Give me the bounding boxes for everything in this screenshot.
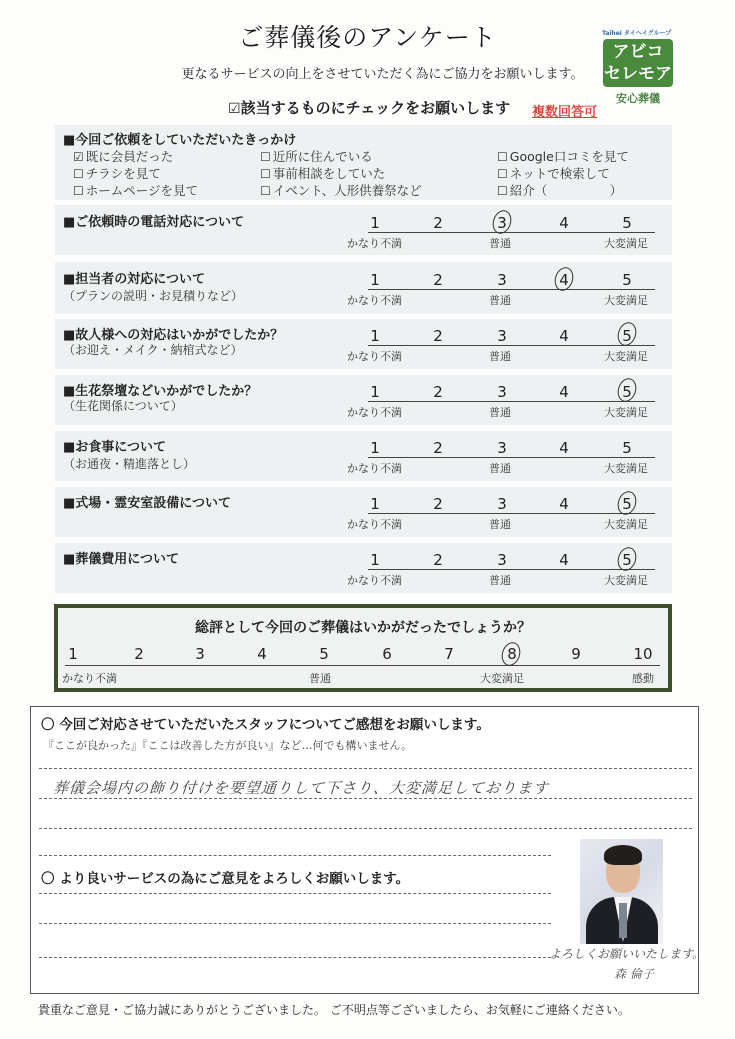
question-flower-altar xyxy=(55,375,672,425)
company-logo xyxy=(598,28,678,106)
group-name: Taihei タイヘイグループ xyxy=(602,30,672,37)
rating-scale[interactable] xyxy=(347,548,667,588)
rating-scale[interactable] xyxy=(347,211,667,251)
checkbox-icon: ☑ xyxy=(228,101,241,117)
rating-scale[interactable] xyxy=(347,492,667,532)
rating-3[interactable]: 3 xyxy=(497,551,507,569)
overall-rating-3[interactable]: 3 xyxy=(195,645,205,663)
question-staff-response xyxy=(55,262,672,314)
rating-5[interactable]: 5 xyxy=(622,383,632,401)
rating-5[interactable]: 5 xyxy=(622,551,632,569)
option-homepage[interactable]: ☐ ホームページを見て xyxy=(73,183,199,198)
checkbox-checked-icon[interactable]: ☑ xyxy=(73,150,84,164)
question-title: ■お食事について xyxy=(63,440,167,455)
scale-line xyxy=(368,569,655,570)
rating-2[interactable]: 2 xyxy=(433,439,443,457)
answer-line xyxy=(39,798,692,799)
rating-5[interactable]: 5 xyxy=(622,214,632,232)
rating-scale[interactable] xyxy=(347,380,667,420)
staff-name: 森 倫子 xyxy=(614,967,654,981)
scale-line xyxy=(368,457,655,458)
rating-5[interactable]: 5 xyxy=(622,495,632,513)
label-high: 大変満足 xyxy=(604,350,648,363)
option-existing-member[interactable]: ☑ 既に会員だった xyxy=(73,149,174,164)
overall-rating-2[interactable]: 2 xyxy=(134,645,144,663)
rating-3[interactable]: 3 xyxy=(497,383,507,401)
overall-title: 総評として今回のご葬儀はいかがだったでしょうか？ xyxy=(195,620,531,636)
option-nearby[interactable]: ☐ 近所に住んでいる xyxy=(260,149,373,164)
option-referral[interactable]: ☐ 紹介（ ） xyxy=(497,183,623,198)
label-top: 感動 xyxy=(632,672,654,685)
label-mid: 普通 xyxy=(489,406,511,419)
rating-2[interactable]: 2 xyxy=(433,327,443,345)
rating-5[interactable]: 5 xyxy=(622,271,632,289)
question-title: ■生花祭壇などいかがでしたか？ xyxy=(63,384,258,399)
comments-box xyxy=(30,706,705,994)
rating-4[interactable]: 4 xyxy=(559,327,569,345)
logo-line-1: アビコ xyxy=(612,42,664,62)
scale-line xyxy=(368,289,655,290)
rating-1[interactable]: 1 xyxy=(370,383,380,401)
rating-5[interactable]: 5 xyxy=(622,439,632,457)
rating-2[interactable]: 2 xyxy=(433,214,443,232)
rating-1[interactable]: 1 xyxy=(370,439,380,457)
overall-rating-4[interactable]: 4 xyxy=(257,645,267,663)
rating-4[interactable]: 4 xyxy=(559,214,569,232)
rating-2[interactable]: 2 xyxy=(433,495,443,513)
scale-line xyxy=(368,513,655,514)
rating-1[interactable]: 1 xyxy=(370,495,380,513)
label-low: かなり不満 xyxy=(347,406,402,419)
checkbox-icon[interactable]: ☐ xyxy=(260,184,271,198)
option-prior-consultation[interactable]: ☐ 事前相談をしていた xyxy=(260,166,386,181)
label-low: かなり不満 xyxy=(347,350,402,363)
service-feedback-heading: 〇 より良いサービスの為にご意見をよろしくお願いします。 xyxy=(41,871,410,887)
label-low: かなり不満 xyxy=(347,294,402,307)
rating-4[interactable]: 4 xyxy=(559,551,569,569)
rating-scale[interactable] xyxy=(347,268,667,308)
rating-2[interactable]: 2 xyxy=(433,383,443,401)
multiple-answers-note: 複数回答可 xyxy=(532,105,598,120)
logo-tagline: 安心葬儀 xyxy=(616,92,660,105)
overall-rating-8[interactable]: 8 xyxy=(507,645,517,663)
rating-1[interactable]: 1 xyxy=(370,551,380,569)
rating-2[interactable]: 2 xyxy=(433,271,443,289)
checkbox-icon[interactable]: ☐ xyxy=(497,167,508,181)
rating-3[interactable]: 3 xyxy=(497,271,507,289)
label-low: かなり不満 xyxy=(347,462,402,475)
answer-line xyxy=(39,893,551,894)
option-web-search[interactable]: ☐ ネットで検索して xyxy=(497,166,610,181)
checkbox-icon[interactable]: ☐ xyxy=(260,167,271,181)
label-mid: 普通 xyxy=(489,518,511,531)
scale-line xyxy=(368,232,655,233)
label-high: 大変満足 xyxy=(604,518,648,531)
label-mid: 普通 xyxy=(489,350,511,363)
question-subtitle: （お通夜・精進落とし） xyxy=(63,457,196,471)
overall-rating-6[interactable]: 6 xyxy=(382,645,392,663)
label-high: 大変満足 xyxy=(604,294,648,307)
overall-rating-10[interactable]: 10 xyxy=(633,645,653,663)
question-title: ■故人様への対応はいかがでしたか？ xyxy=(63,328,284,343)
question-phone-response xyxy=(55,205,672,255)
label-low: かなり不満 xyxy=(347,574,402,587)
label-high: 大変満足 xyxy=(604,406,648,419)
check-instruction xyxy=(228,97,510,118)
scale-line xyxy=(368,401,655,402)
rating-1[interactable]: 1 xyxy=(370,214,380,232)
question-title: ■担当者の対応について xyxy=(63,272,206,287)
question-subtitle: （プランの説明・お見積りなど） xyxy=(63,289,244,303)
rating-4[interactable]: 4 xyxy=(559,439,569,457)
label-low: かなり不満 xyxy=(347,237,402,250)
label-mid: 普通 xyxy=(309,672,331,685)
rating-4[interactable]: 4 xyxy=(559,383,569,401)
trigger-title: ■今回ご依頼をしていただいたきっかけ xyxy=(63,133,297,148)
question-subtitle: （生花関係について） xyxy=(63,399,183,413)
rating-5[interactable]: 5 xyxy=(622,327,632,345)
label-high: 大変満足 xyxy=(604,462,648,475)
rating-1[interactable]: 1 xyxy=(370,271,380,289)
overall-rating-1[interactable]: 1 xyxy=(68,645,78,663)
question-title: ■式場・霊安室設備について xyxy=(63,496,232,511)
question-deceased-care xyxy=(55,319,672,369)
check-instruction-text: 該当するものにチェックをお願いします xyxy=(240,99,511,117)
staff-feedback-note: 『ここが良かった』『ここは改善した方が良い』など…何でも構いません。 xyxy=(43,739,413,752)
label-high: 大変満足 xyxy=(604,237,648,250)
staff-feedback-heading: 〇 今回ご対応させていただいたスタッフについてご感想をお願いします。 xyxy=(41,717,490,733)
rating-4[interactable]: 4 xyxy=(559,495,569,513)
label-mid: 普通 xyxy=(489,574,511,587)
answer-line xyxy=(39,923,551,924)
logo-mark xyxy=(603,39,673,87)
question-meals xyxy=(55,431,672,481)
checkbox-icon[interactable]: ☐ xyxy=(73,184,84,198)
answer-line xyxy=(39,828,692,829)
rating-3[interactable]: 3 xyxy=(497,214,507,232)
overall-rating-box xyxy=(54,604,672,692)
label-high: 大変満足 xyxy=(480,672,524,685)
footer-thanks: 貴重なご意見・ご協力誠にありがとうございました。 ご不明点等ございましたら、お気軽にご連絡ください。 xyxy=(38,1003,630,1017)
page-subtitle: 更なるサービスの向上をさせていただく為にご協力をお願いします。 xyxy=(181,67,584,82)
rating-2[interactable]: 2 xyxy=(433,551,443,569)
label-mid: 普通 xyxy=(489,462,511,475)
answer-line xyxy=(39,768,692,769)
question-subtitle: （お迎え・メイク・納棺式など） xyxy=(63,343,243,357)
option-flyer[interactable]: ☐ チラシを見て xyxy=(73,166,161,181)
rating-4[interactable]: 4 xyxy=(559,271,569,289)
question-title: ■葬儀費用について xyxy=(63,552,180,567)
label-mid: 普通 xyxy=(489,294,511,307)
option-google-reviews[interactable]: ☐ Google口コミを見て xyxy=(497,149,629,164)
label-high: 大変満足 xyxy=(604,574,648,587)
overall-rating-7[interactable]: 7 xyxy=(444,645,454,663)
rating-scale[interactable] xyxy=(347,324,667,364)
checkbox-icon[interactable]: ☐ xyxy=(73,167,84,181)
checkbox-icon[interactable]: ☐ xyxy=(497,150,508,164)
overall-rating-5[interactable]: 5 xyxy=(319,645,329,663)
answer-line xyxy=(39,957,551,958)
option-event[interactable]: ☐ イベント、人形供養祭など xyxy=(260,183,422,198)
staff-feedback-answer[interactable]: 葬儀会場内の飾り付けを要望通りして下さり、大変満足しております xyxy=(52,779,550,797)
label-mid: 普通 xyxy=(489,237,511,250)
page-title: ご葬儀後のアンケート xyxy=(238,23,497,52)
answer-line xyxy=(39,855,551,856)
trigger-section xyxy=(55,125,672,200)
rating-1[interactable]: 1 xyxy=(370,327,380,345)
label-low: かなり不満 xyxy=(62,672,117,685)
staff-message: よろしくお願いいたします。 xyxy=(549,947,705,961)
label-low: かなり不満 xyxy=(347,518,402,531)
question-title: ■ご依頼時の電話対応について xyxy=(63,215,245,230)
staff-photo xyxy=(580,839,663,944)
rating-3[interactable]: 3 xyxy=(497,439,507,457)
question-venue-facilities xyxy=(55,487,672,537)
rating-3[interactable]: 3 xyxy=(497,495,507,513)
checkbox-icon[interactable]: ☐ xyxy=(260,150,271,164)
question-funeral-cost xyxy=(55,543,672,593)
overall-rating-9[interactable]: 9 xyxy=(571,645,581,663)
logo-line-2: セレモア xyxy=(604,64,672,84)
rating-scale[interactable] xyxy=(347,436,667,476)
rating-3[interactable]: 3 xyxy=(497,327,507,345)
checkbox-icon[interactable]: ☐ xyxy=(497,184,508,198)
scale-line xyxy=(368,345,655,346)
scale-line xyxy=(65,665,660,666)
